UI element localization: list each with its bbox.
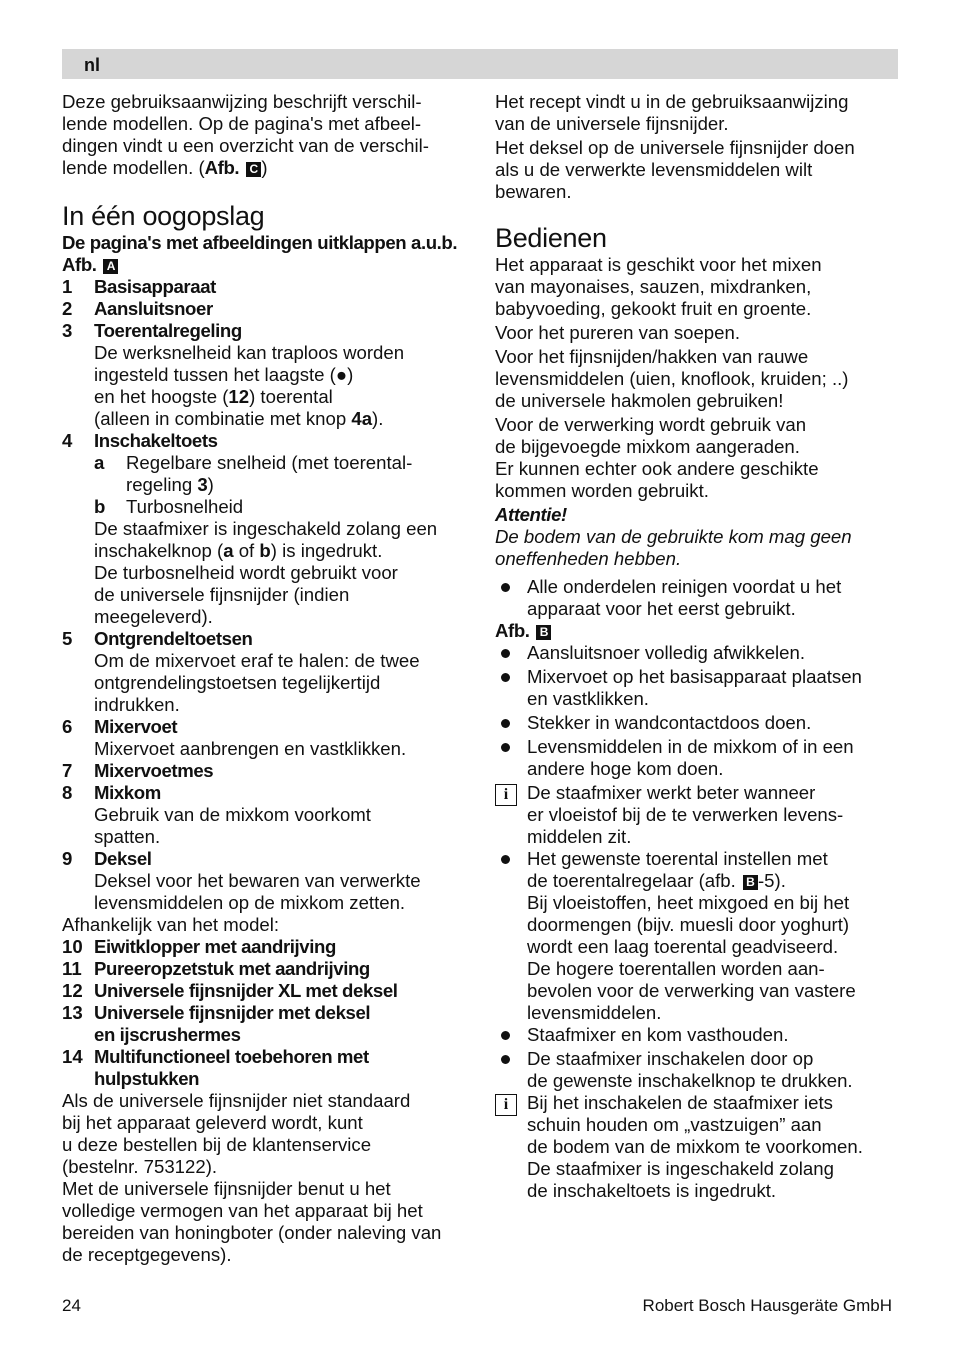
item-description: Deksel voor het bewaren van verwerkte levensmiddelen op de mixkom zetten. [94, 870, 421, 913]
paragraph: Met de universele fijnsnijder benut u het volledige vermogen van het apparaat bij het bereiden van honingboter (onder naleving van de receptgegevens). [62, 1178, 442, 1265]
section-heading-overview: In één oogopslag [62, 201, 265, 231]
list-item: 5 Ontgrendeltoetsen [62, 628, 253, 649]
list-item: 14 Multifunctioneel toebehoren met hulpstukken [62, 1046, 369, 1089]
figure-ref: Afb. B [495, 620, 900, 642]
paragraph: Voor de verwerking wordt gebruik van de bijgevoegde mixkom aangeraden. Er kunnen echter ook andere geschikte kommen worden gebruikt. [495, 414, 819, 501]
bullet-item: Aansluitsnoer volledig afwikkelen. [495, 642, 900, 664]
bullet-item: Alle onderdelen reinigen voordat u het apparaat voor het eerst gebruikt. [495, 576, 900, 620]
figure-b-icon: B [536, 625, 551, 640]
bullet-icon [495, 666, 527, 710]
list-item: 3 Toerentalregeling [62, 320, 242, 341]
bullet-item: Staafmixer en kom vasthouden. [495, 1024, 900, 1046]
intro-line: Deze gebruiksaanwijzing beschrijft verschil- [62, 91, 422, 112]
page-number: 24 [62, 1296, 81, 1315]
list-item: 11 Pureeropzetstuk met aandrijving [62, 958, 370, 979]
paragraph: Het recept vindt u in de gebruiksaanwijzing van de universele fijnsnijder. [495, 91, 849, 134]
list-item: 2 Aansluitsnoer [62, 298, 213, 319]
intro-line: dingen vindt u een overzicht van de verschil- [62, 135, 429, 156]
item-description: Mixervoet aanbrengen en vastklikken. [94, 738, 407, 759]
language-label: nl [84, 55, 100, 75]
bullet-icon [495, 736, 527, 780]
bullet-item: Levensmiddelen in de mixkom of in een andere hoge kom doen. [495, 736, 900, 780]
list-item: 7 Mixervoetmes [62, 760, 214, 781]
bullet-item: Stekker in wandcontactdoos doen. [495, 712, 900, 734]
item-description: Om de mixervoet eraf te halen: de twee ontgrendelingstoetsen tegelijkertijd indrukken. [94, 650, 420, 715]
list-item: 6 Mixervoet [62, 716, 178, 737]
bullet-item: Mixervoet op het basisapparaat plaatsen en vastklikken. [495, 666, 900, 710]
intro-line: lende modellen. (Afb. C ) [62, 157, 268, 178]
section-heading-operation: Bedienen [495, 223, 607, 253]
paragraph: Als de universele fijnsnijder niet standaard bij het apparaat geleverd wordt, kunt u deze bestellen bij de klantenservice (bestelnr. 753122). [62, 1090, 411, 1177]
item-description: De werksnelheid kan traploos worden ingesteld tussen het laagste (●) en het hoogste (12) toerental (alleen in combinatie met knop 4a). [94, 342, 405, 429]
left-column [62, 91, 472, 1266]
bullet-icon [495, 848, 527, 1024]
overview-instruction: De pagina's met afbeeldingen uitklappen a.u.b. [62, 232, 458, 253]
model-dependent-label: Afhankelijk van het model: [62, 914, 280, 935]
list-item: 1 Basisapparaat [62, 276, 216, 297]
info-note: i De staafmixer werkt beter wanneer er vloeistof bij de te verwerken levens- middelen zit. [495, 782, 900, 848]
sub-item: b Turbosnelheid [94, 496, 244, 517]
bullet-icon [495, 1024, 527, 1046]
bullet-icon [495, 642, 527, 664]
item-description: De staafmixer is ingeschakeld zolang een inschakelknop (a of b) is ingedrukt. De turbosnelheid wordt gebruikt voor de universele fijnsnijder (indien meegeleverd). [94, 518, 438, 627]
attention-label: Attentie! [495, 504, 567, 525]
figure-a-icon: A [103, 259, 118, 274]
bullet-item: Het gewenste toerental instellen met de toerentalregelaar (afb. B -5). Bij vloeistoffen, heet mixgoed en bij het doormengen (bijv. muesli door yoghurt) wordt een laag toerental geadviseerd. De hogere toerentallen worden aan- bevolen voor de verwerking van vastere levensmiddelen. [495, 848, 900, 1024]
paragraph: Voor het pureren van soepen. [495, 322, 740, 343]
language-bar [62, 49, 898, 79]
figure-ref: Afb. A [62, 254, 472, 276]
paragraph: Het apparaat is geschikt voor het mixen van mayonaises, sauzen, mixdranken, babyvoeding, gekookt fruit en groente. [495, 254, 822, 319]
info-icon: i [495, 782, 527, 848]
list-item: 9 Deksel [62, 848, 152, 869]
sub-item: a Regelbare snelheid (met toerental- regeling 3) [94, 452, 413, 495]
list-item: 10 Eiwitklopper met aandrijving [62, 936, 336, 957]
footer-company: Robert Bosch Hausgeräte GmbH [642, 1296, 892, 1315]
figure-c-icon: C [246, 162, 261, 177]
list-item: 4 Inschakeltoets [62, 430, 218, 451]
paragraph: Het deksel op de universele fijnsnijder doen als u de verwerkte levensmiddelen wilt bewaren. [495, 137, 855, 202]
list-item: 13 Universele fijnsnijder met deksel en ijscrushermes [62, 1002, 371, 1045]
bullet-icon [495, 576, 527, 620]
attention-text: De bodem van de gebruikte kom mag geen oneffenheden hebben. [495, 526, 852, 569]
bullet-icon [495, 712, 527, 734]
info-icon: i [495, 1092, 527, 1202]
paragraph: Voor het fijnsnijden/hakken van rauwe levensmiddelen (uien, knoflook, kruiden; ..) de universele hakmolen gebruiken! [495, 346, 849, 411]
list-item: 8 Mixkom [62, 782, 161, 803]
figure-b-icon: B [743, 875, 758, 890]
list-item: 12 Universele fijnsnijder XL met deksel [62, 980, 398, 1001]
bullet-icon [495, 1048, 527, 1092]
info-note: i Bij het inschakelen de staafmixer iets schuin houden om „vastzuigen” aan de bodem van de mixkom te voorkomen. De staafmixer is ingeschakeld zolang de inschakeltoets is ingedrukt. [495, 1092, 900, 1202]
intro-line: lende modellen. Op de pagina's met afbeel- [62, 113, 422, 134]
right-column [495, 91, 900, 1202]
bullet-item: De staafmixer inschakelen door op de gewenste inschakelknop te drukken. [495, 1048, 900, 1092]
item-description: Gebruik van de mixkom voorkomt spatten. [94, 804, 371, 847]
